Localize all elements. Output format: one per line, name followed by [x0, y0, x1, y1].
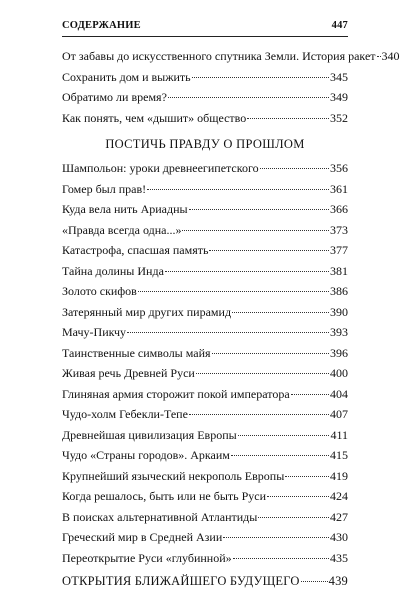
toc-entry-page: 407 [330, 407, 348, 421]
toc-entry-page: 393 [330, 325, 348, 339]
header-rule [62, 36, 348, 37]
toc-entry [62, 87, 348, 108]
toc-entry-page: 340 [381, 49, 400, 63]
toc-dot-leader [301, 581, 328, 582]
section-heading: ПОСТИЧЬ ПРАВДУ О ПРОШЛОМ [105, 137, 305, 151]
toc-dot-leader [196, 373, 329, 374]
toc-entry-title: От забавы до искусственного спутника Земли. История ракет [62, 49, 376, 63]
toc-entry-page: 366 [330, 202, 348, 216]
running-head-title: СОДЕРЖАНИЕ [62, 20, 141, 31]
toc-entry-page: 430 [330, 530, 348, 544]
toc-entry [62, 445, 348, 466]
toc-dot-leader [168, 97, 329, 98]
toc-entry [62, 384, 348, 405]
table-of-contents [62, 46, 400, 592]
toc-entry [62, 425, 348, 446]
toc-entry-page: 345 [330, 69, 348, 84]
toc-section-list [62, 158, 348, 568]
toc-entry [62, 46, 400, 67]
toc-entry [62, 67, 348, 88]
toc-entry [62, 486, 348, 507]
toc-entry-page: 404 [330, 386, 348, 401]
toc-entry-page: 439 [328, 574, 348, 588]
toc-entry-title: Таинственные символы майя [62, 345, 211, 360]
toc-entry-page: 361 [330, 181, 348, 196]
toc-entry-title: Затерянный мир других пирамид [62, 304, 232, 319]
toc-entry-title: Шампольон: уроки древнеегипетского [62, 161, 259, 175]
toc-dot-leader [291, 394, 329, 395]
toc-entry [62, 281, 348, 302]
toc-entry [62, 527, 348, 548]
toc-entry-title: Сохранить дом и выжить [62, 69, 191, 84]
toc-final-entry [62, 571, 348, 592]
toc-entry-title: Катастрофа, спасшая память [62, 243, 209, 257]
toc-entry-title: Греческий мир в Средней Азии [62, 530, 223, 544]
toc-dot-leader [182, 230, 329, 231]
toc-dot-leader [232, 312, 329, 313]
toc-dot-leader [233, 558, 329, 559]
toc-entry-title: Куда вела нить Ариадны [62, 202, 188, 216]
toc-entry [62, 404, 348, 425]
toc-entry-page: 424 [330, 489, 348, 503]
toc-entry [62, 108, 348, 129]
toc-entry [62, 343, 348, 364]
toc-dot-leader [267, 496, 329, 497]
toc-entry [62, 363, 348, 384]
toc-entry-page: 377 [330, 243, 348, 257]
toc-entry [62, 240, 348, 261]
toc-dot-leader [147, 189, 329, 190]
toc-entry-title: Обратимо ли время? [62, 90, 167, 104]
toc-dot-leader [247, 118, 329, 119]
toc-entry-page: 411 [330, 427, 348, 442]
toc-entry-title: Крупнейший языческий некрополь Европы [62, 468, 285, 483]
toc-entry-title: Чудо «Страны городов». Аркаим [62, 448, 230, 462]
toc-dot-leader [209, 250, 329, 251]
toc-dot-leader [192, 77, 329, 78]
toc-entry-page: 396 [330, 345, 348, 360]
toc-entry-page: 381 [330, 263, 348, 278]
toc-dot-leader [231, 455, 329, 456]
toc-entry-page: 386 [330, 284, 348, 298]
toc-dot-leader [285, 476, 329, 477]
toc-entry [62, 322, 348, 343]
toc-dot-leader [189, 209, 329, 210]
toc-entry-page: 427 [330, 509, 348, 524]
toc-dot-leader [212, 353, 329, 354]
toc-entry-page: 373 [330, 222, 348, 237]
toc-dot-leader [127, 332, 329, 333]
toc-dot-leader [189, 414, 329, 415]
toc-entry-page: 415 [330, 448, 348, 462]
toc-entry-page: 356 [330, 161, 348, 175]
toc-entry-title: Переоткрытие Руси «глубинной» [62, 550, 232, 565]
toc-dot-leader [377, 56, 381, 57]
running-head-page-number: 447 [331, 20, 348, 31]
running-head [62, 20, 348, 34]
toc-entry-title: Древнейшая цивилизация Европы [62, 427, 237, 442]
toc-entry-page: 419 [330, 468, 348, 483]
toc-entry-title: Живая речь Древней Руси [62, 366, 195, 380]
toc-entry-title: «Правда всегда одна...» [62, 222, 182, 237]
toc-entry-title: ОТКРЫТИЯ БЛИЖАЙШЕГО БУДУЩЕГО [62, 574, 300, 588]
toc-entry-title: Когда решалось, быть или не быть Руси [62, 489, 267, 503]
toc-entry [62, 507, 348, 528]
toc-entry-page: 390 [330, 304, 348, 319]
toc-dot-leader [258, 517, 329, 518]
toc-entry-title: Мачу-Пикчу [62, 325, 127, 339]
toc-entry-title: Глиняная армия сторожит покой императора [62, 386, 290, 401]
toc-entry-page: 349 [330, 90, 348, 104]
toc-entry-page: 435 [330, 550, 348, 565]
toc-entry [62, 261, 348, 282]
toc-entry [62, 548, 348, 569]
toc-entry-title: В поисках альтернативной Атлантиды [62, 509, 258, 524]
toc-entry-title: Золото скифов [62, 284, 137, 298]
toc-entry-page: 400 [330, 366, 348, 380]
toc-entry [62, 179, 348, 200]
toc-entry [62, 199, 348, 220]
toc-entry-page: 352 [330, 110, 348, 125]
toc-dot-leader [260, 168, 329, 169]
toc-entry [62, 158, 348, 179]
toc-entry [62, 302, 348, 323]
toc-dot-leader [138, 291, 329, 292]
toc-entry-title: Гомер был прав! [62, 181, 147, 196]
toc-entry-title: Чудо-холм Гебекли-Тепе [62, 407, 188, 421]
toc-entry [62, 466, 348, 487]
toc-dot-leader [238, 435, 330, 436]
toc-top-list [62, 46, 400, 128]
toc-entry-title: Как понять, чем «дышит» общество [62, 110, 247, 125]
toc-dot-leader [165, 271, 329, 272]
toc-dot-leader [223, 537, 329, 538]
toc-entry [62, 220, 348, 241]
toc-entry-title: Тайна долины Инда [62, 263, 164, 278]
